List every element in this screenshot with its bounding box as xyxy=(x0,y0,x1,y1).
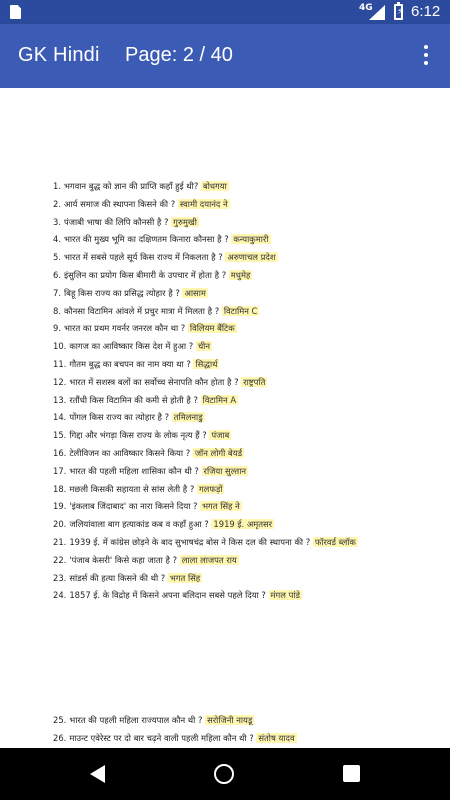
question-text: इंसुलिन का प्रयोग किस बीमारी के उपचार में होता है ? xyxy=(64,270,229,280)
highlighted-answer: 1919 ई. अमृतसर xyxy=(213,519,273,530)
question-number: 15. xyxy=(53,430,67,441)
highlighted-answer: लाला लाजपत राय xyxy=(181,554,237,565)
highlighted-answer: अरुणाचल प्रदेश xyxy=(227,252,276,263)
question-number: 4. xyxy=(53,234,61,245)
question-number: 6. xyxy=(53,270,61,280)
question-number: 24. xyxy=(53,590,67,601)
question-text: मछली किसकी सहायता से सांस लेती है ? xyxy=(69,483,197,494)
question-number: 26. xyxy=(53,733,67,743)
clock: 6:12 xyxy=(411,3,441,20)
highlighted-answer: राष्ट्रपति xyxy=(243,376,266,387)
app-title: GK Hindi xyxy=(18,44,100,66)
question-text: भगवान बुद्ध को ज्ञान की प्राप्ति कहाँ हुई थी? xyxy=(64,181,201,191)
question-row xyxy=(53,233,271,245)
question-row xyxy=(53,483,224,495)
page-indicator: Page: 2 / 40 xyxy=(125,44,233,66)
question-row xyxy=(53,572,202,584)
question-text: रतौंधी किस विटामिन की कमी से होती है ? xyxy=(69,394,201,405)
question-text: 1857 ई. के विद्रोह में किसने अपना बलिदान सबसे पहले दिया ? xyxy=(69,590,269,601)
question-row xyxy=(53,536,358,548)
question-row xyxy=(53,269,252,281)
question-text: जलियांवाला बाग हत्याकांड कब व कहाँ हुआ ? xyxy=(69,519,212,530)
question-text: पंजाबी भाषा की लिपि कौनसी है ? xyxy=(64,216,172,227)
network-type: 4G xyxy=(359,3,373,13)
battery-charging-icon: ⚡ xyxy=(394,4,403,20)
question-text: सांडर्स की हत्या किसने की थी ? xyxy=(69,572,168,583)
question-row xyxy=(53,251,278,263)
question-row xyxy=(53,394,238,406)
highlighted-answer: गलफड़ों xyxy=(198,483,223,494)
question-row xyxy=(53,376,267,388)
highlighted-answer: सिद्धार्थ xyxy=(195,359,218,369)
question-row xyxy=(53,429,231,441)
pdf-page[interactable] xyxy=(0,88,450,748)
question-row xyxy=(53,198,230,210)
question-text: 'पंजाब केसरी' किसे कहा जाता है ? xyxy=(69,554,180,565)
question-row xyxy=(53,322,237,334)
question-number: 1. xyxy=(53,181,61,191)
question-row xyxy=(53,340,212,352)
highlighted-answer: फॉरवर्ड ब्लॉक xyxy=(314,537,356,547)
question-text: 1939 ई. में कांग्रेस छोड़ने के बाद सुभाषचंद्र बोस ने किस दल की स्थापना की ? xyxy=(69,537,313,547)
question-number: 19. xyxy=(53,501,67,512)
highlighted-answer: रजिया सुल्तान xyxy=(203,465,247,476)
question-text: पोंगल किस राज्य का त्योहार है ? xyxy=(69,412,172,423)
highlighted-answer: मधुमेह xyxy=(230,270,251,280)
question-text: भारत की पहली महिला शासिका कौन थी ? xyxy=(69,465,202,476)
question-row xyxy=(53,287,208,299)
highlighted-answer: जॉन लोगी बेयर्ड xyxy=(194,448,243,458)
question-row xyxy=(53,714,254,726)
question-row xyxy=(53,589,302,601)
question-text: माउन्ट एवेरेस्ट पर दो बार चढ़ने वाली पहली महिला कौन थी ? xyxy=(69,733,257,743)
question-number: 25. xyxy=(53,715,67,725)
highlighted-answer: सरोजिनी नायडू xyxy=(207,715,253,725)
navigation-bar xyxy=(0,748,450,800)
highlighted-answer: विटामिन A xyxy=(202,394,237,405)
question-text: कागज का आविष्कार किस देश में हुआ ? xyxy=(69,341,196,352)
question-number: 9. xyxy=(53,323,61,334)
question-row xyxy=(53,180,229,192)
more-vert-icon[interactable] xyxy=(414,42,438,68)
question-number: 21. xyxy=(53,537,67,547)
highlighted-answer: विटामिन C xyxy=(223,305,258,316)
highlighted-answer: भगत सिंह xyxy=(169,572,201,583)
question-row xyxy=(53,465,248,477)
question-text: टेलीविजन का आविष्कार किसने किया ? xyxy=(69,448,193,458)
highlighted-answer: कन्याकुमारी xyxy=(233,234,269,245)
question-number: 2. xyxy=(53,198,61,209)
question-text: भारत में सबसे पहले सूर्य किस राज्य में निकलता है ? xyxy=(64,252,226,263)
back-icon[interactable] xyxy=(90,765,105,783)
question-number: 16. xyxy=(53,448,67,458)
question-number: 20. xyxy=(53,519,67,530)
home-icon[interactable] xyxy=(214,764,234,784)
question-number: 22. xyxy=(53,554,67,565)
highlighted-answer: बोधगया xyxy=(202,181,227,191)
highlighted-answer: पंजाब xyxy=(211,430,230,441)
question-number: 13. xyxy=(53,394,67,405)
question-number: 11. xyxy=(53,359,67,369)
sim-card-icon xyxy=(10,5,21,19)
question-row xyxy=(53,518,274,530)
question-number: 17. xyxy=(53,465,67,476)
question-text: 'इंकलाब जिंदाबाद' का नारा किसने दिया ? xyxy=(69,501,201,512)
question-text: भारत की मुख्य भूमि का दक्षिणतम किनारा कौनसा है ? xyxy=(64,234,232,245)
question-number: 7. xyxy=(53,287,61,298)
question-row xyxy=(53,216,199,228)
question-number: 18. xyxy=(53,483,67,494)
question-number: 3. xyxy=(53,216,61,227)
question-text: बिहू किस राज्य का प्रसिद्ध त्योहार है ? xyxy=(64,287,183,298)
question-row xyxy=(53,732,297,744)
question-number: 23. xyxy=(53,572,67,583)
question-text: भारत की पहली महिला राज्यपाल कौन थी ? xyxy=(69,715,206,725)
question-row xyxy=(53,358,219,370)
question-number: 5. xyxy=(53,252,61,263)
highlighted-answer: विलियम बैंटिक xyxy=(189,323,235,334)
question-row xyxy=(53,554,239,566)
question-number: 10. xyxy=(53,341,67,352)
question-row xyxy=(53,447,244,459)
question-row xyxy=(53,305,259,317)
highlighted-answer: स्वामी दयानंद ने xyxy=(179,198,228,209)
app-bar xyxy=(0,24,450,88)
signal-icon xyxy=(369,5,385,20)
question-text: गौतम बुद्ध का बचपन का नाम क्या था ? xyxy=(69,359,194,369)
highlighted-answer: गुरुमुखी xyxy=(173,216,197,227)
recents-icon[interactable] xyxy=(343,765,360,782)
question-text: कौनसा विटामिन आंवले में प्रचुर मात्रा में मिलता है ? xyxy=(64,305,222,316)
highlighted-answer: तमिलनाडु xyxy=(173,412,203,423)
highlighted-answer: चीन xyxy=(197,341,210,352)
question-text: भारत में सशस्त्र बलों का सर्वोच्च सेनापति कौन होता है ? xyxy=(69,376,242,387)
highlighted-answer: मंगल पांडे xyxy=(270,590,301,601)
question-number: 14. xyxy=(53,412,67,423)
question-text: गिद्दा और भंगड़ा किस राज्य के लोक नृत्य हैं ? xyxy=(69,430,210,441)
highlighted-answer: आसाम xyxy=(184,287,206,298)
status-bar xyxy=(0,0,450,24)
question-row xyxy=(53,500,242,512)
question-row xyxy=(53,411,205,423)
highlighted-answer: संतोष यादव xyxy=(258,733,295,743)
question-text: आर्य समाज की स्थापना किसने की ? xyxy=(64,198,178,209)
question-text: भारत का प्रथम गवर्नर जनरल कौन था ? xyxy=(64,323,188,334)
question-number: 8. xyxy=(53,305,61,316)
highlighted-answer: भगत सिंह ने xyxy=(202,501,240,512)
question-number: 12. xyxy=(53,376,67,387)
